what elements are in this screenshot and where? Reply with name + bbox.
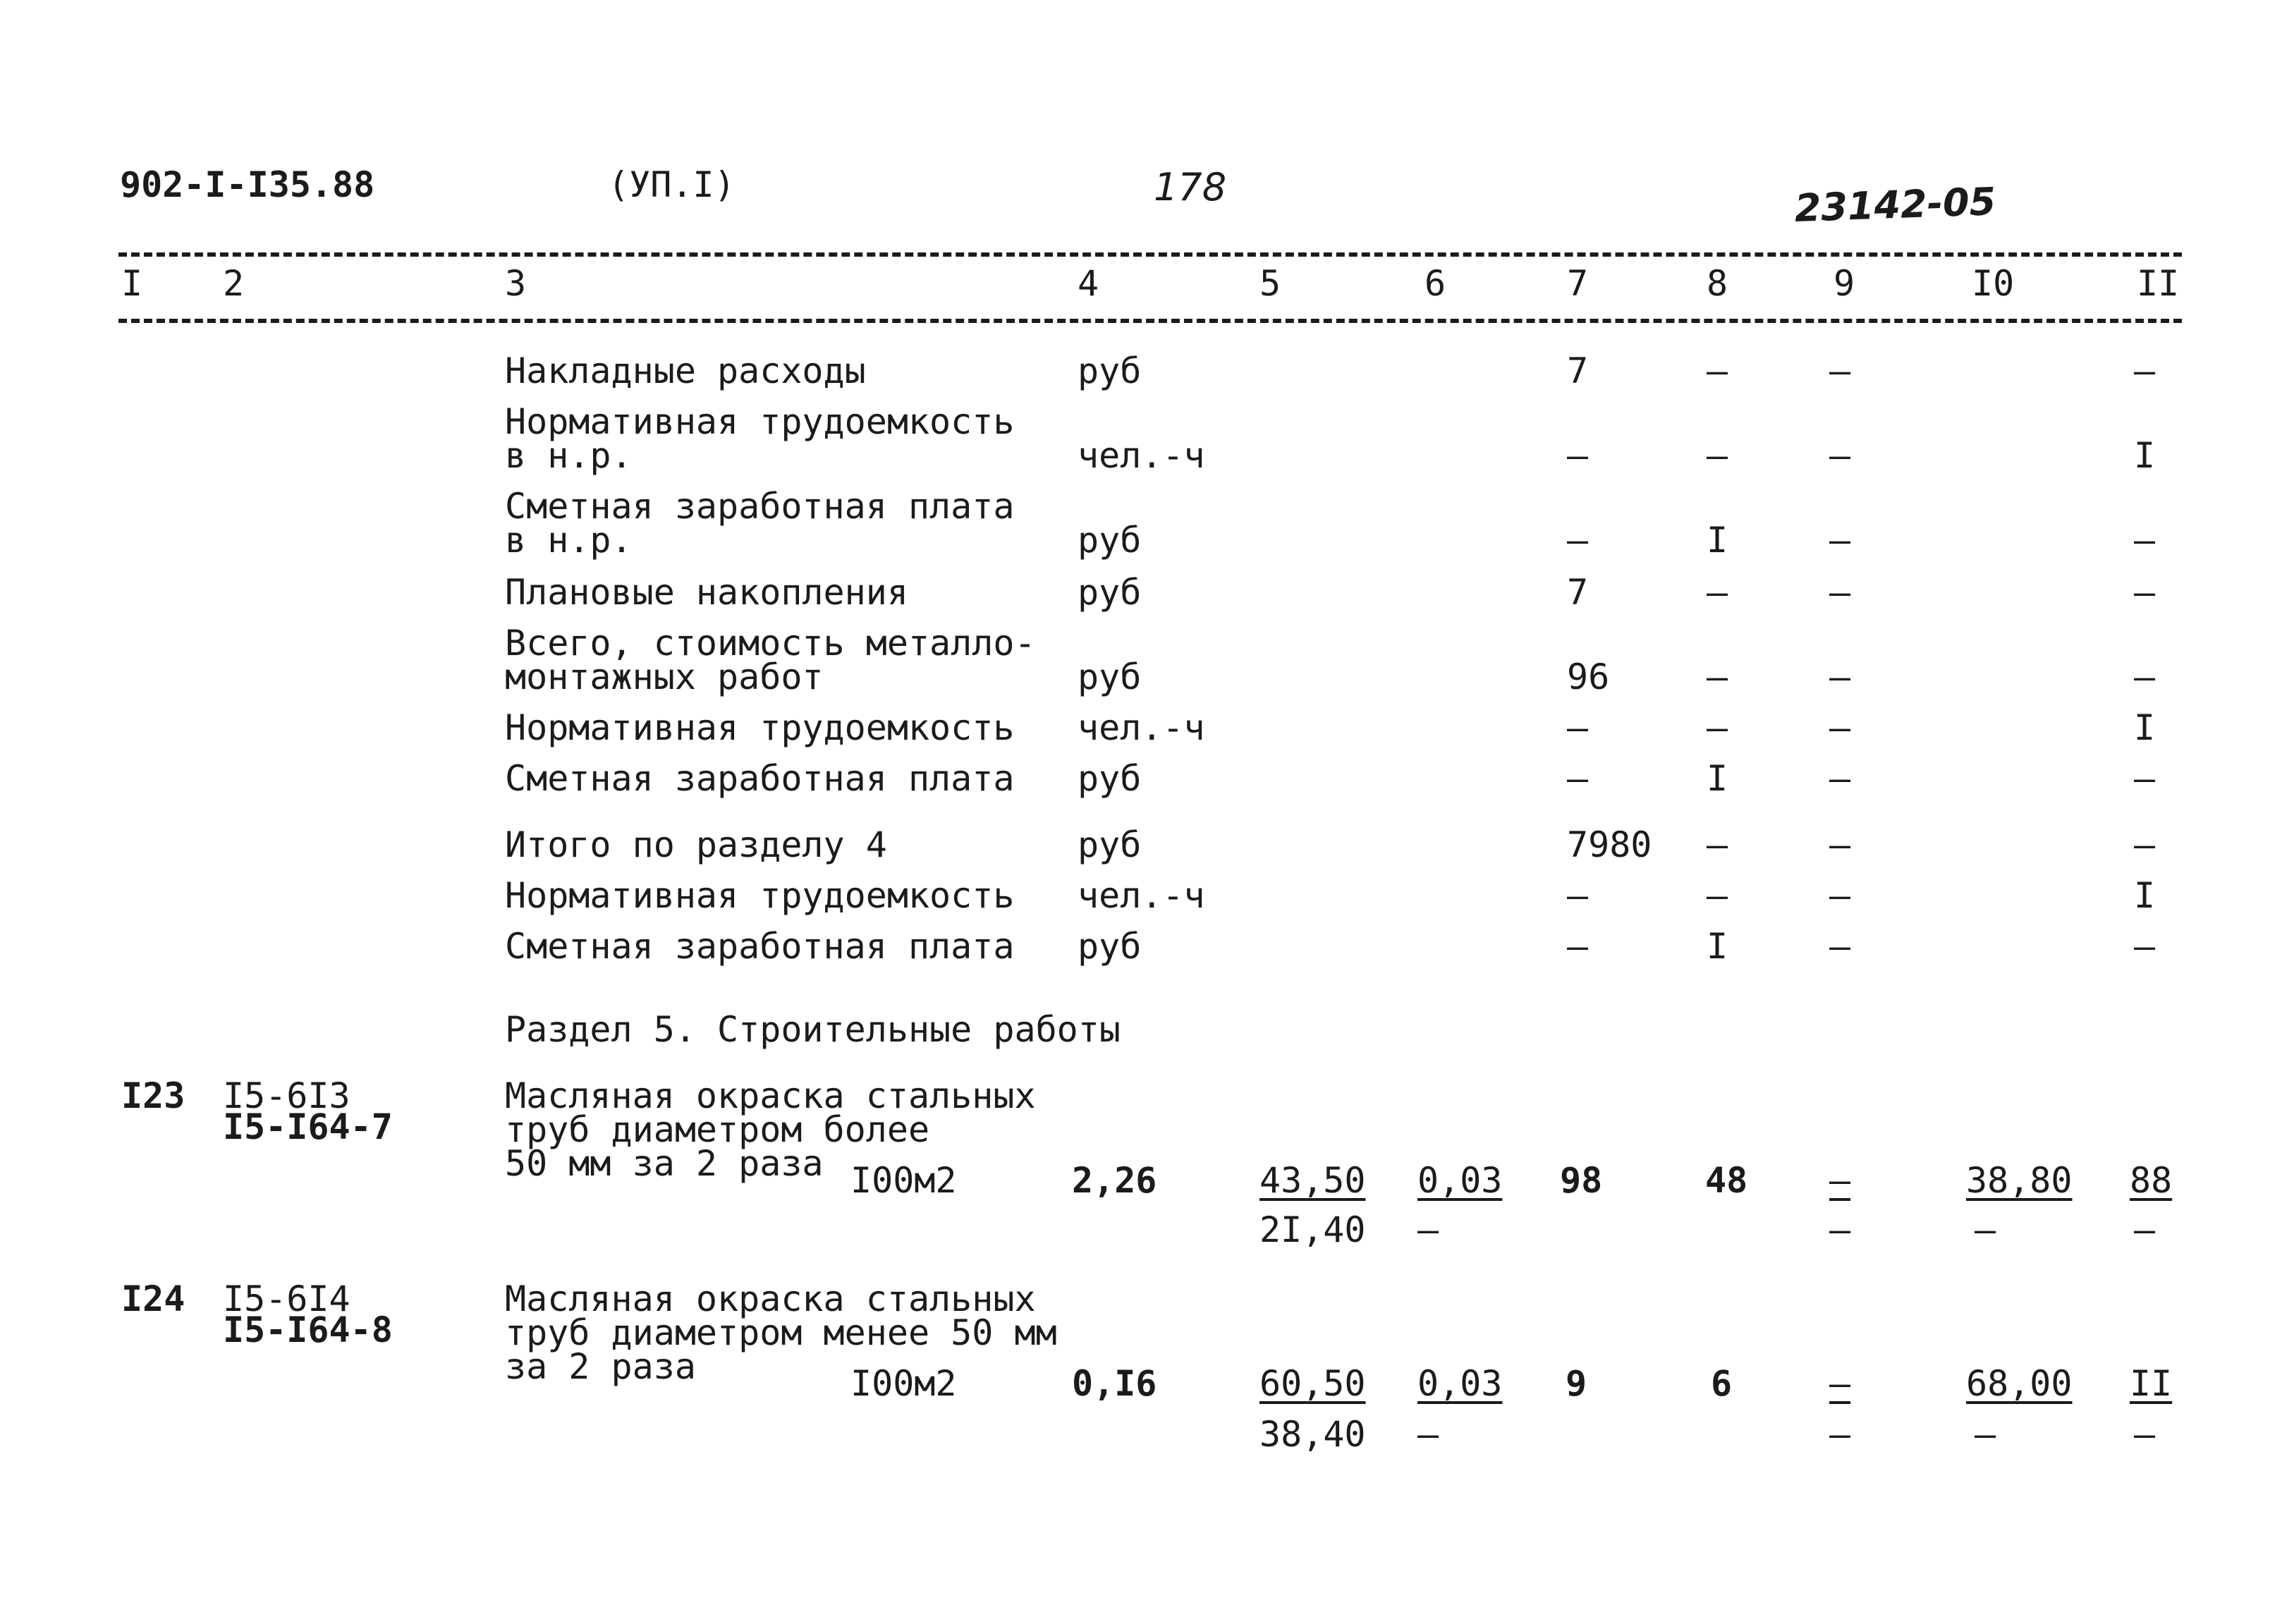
col-header-11: II [2137, 263, 2180, 304]
item-2-col9: – [1829, 1363, 1851, 1404]
item-2-col5-sub: 38,40 [1259, 1414, 1366, 1455]
album-number: (УП.I) [608, 164, 736, 205]
row-9-col7: – [1567, 875, 1589, 916]
header-rule-bottom [118, 319, 2182, 323]
col-header-8: 8 [1707, 263, 1728, 304]
row-3-name-line2: в н.р. [505, 520, 633, 561]
row-3-unit: руб [1078, 520, 1142, 561]
row-3-col7: – [1567, 520, 1589, 561]
item-1-code-1: I5-6I3 [223, 1075, 350, 1116]
item-1-col10: 38,80 [1966, 1160, 2073, 1201]
item-1-col9: – [1829, 1160, 1851, 1201]
row-2-name-line2: в н.р. [505, 435, 633, 476]
item-1-col10-sub: – [1975, 1209, 1996, 1250]
col-header-1: I [121, 263, 143, 304]
item-2-name-line2: труб диаметром менее 50 мм [505, 1312, 1057, 1353]
item-1-col6: 0,03 [1417, 1160, 1503, 1201]
row-4-col9: – [1829, 572, 1851, 613]
item-1-col11-sub: – [2134, 1209, 2156, 1250]
row-10-col9: – [1829, 926, 1851, 967]
item-2-col6: 0,03 [1417, 1363, 1503, 1404]
row-7-col11: – [2134, 758, 2156, 799]
col-header-10: I0 [1972, 263, 2015, 304]
item-2-quantity: 0,I6 [1072, 1363, 1157, 1404]
row-5-col8: – [1707, 657, 1728, 697]
row-1-name: Накладные расходы [505, 350, 866, 391]
row-8-name: Итого по разделу 4 [505, 824, 887, 865]
header-rule-top [118, 252, 2182, 257]
row-1-col8: – [1707, 350, 1728, 391]
item-1-col8: 48 [1705, 1160, 1748, 1201]
doc-code: 902-I-I35.88 [120, 164, 375, 205]
col-header-6: 6 [1424, 263, 1446, 304]
row-2-col9: – [1829, 435, 1851, 476]
row-4-col11: – [2134, 572, 2156, 613]
item-1-name-line2: труб диаметром более [505, 1109, 930, 1150]
item-2-col9-sub: – [1829, 1414, 1851, 1455]
row-8-col11: – [2134, 824, 2156, 865]
row-5-col7: 96 [1567, 657, 1610, 697]
col-header-2: 2 [223, 263, 245, 304]
item-1-col6-sub: – [1417, 1209, 1439, 1250]
row-2-col11: I [2134, 435, 2156, 476]
item-1-col5: 43,50 [1259, 1160, 1366, 1201]
row-6-col8: – [1707, 707, 1728, 748]
item-1-unit: I00м2 [850, 1160, 957, 1201]
item-1-col5-sub: 2I,40 [1259, 1209, 1366, 1250]
row-9-name: Нормативная трудоемкость [505, 875, 1015, 916]
item-2-col7: 9 [1566, 1363, 1587, 1404]
row-10-name: Сметная заработная плата [505, 926, 1015, 967]
row-2-name-line1: Нормативная трудоемкость [505, 401, 1015, 442]
row-8-col9: – [1829, 824, 1851, 865]
item-1-code-2: I5-I64-7 [223, 1106, 393, 1147]
item-2-col6-sub: – [1417, 1414, 1439, 1455]
row-1-col9: – [1829, 350, 1851, 391]
row-7-name: Сметная заработная плата [505, 758, 1015, 799]
item-2-col5: 60,50 [1259, 1363, 1366, 1404]
item-2-code-1: I5-6I4 [223, 1278, 350, 1319]
section-title: Раздел 5. Строительные работы [505, 1009, 1121, 1050]
item-2-col10: 68,00 [1966, 1363, 2073, 1404]
item-2-col10-sub: – [1975, 1414, 1996, 1455]
row-3-col11: – [2134, 520, 2156, 561]
row-9-col8: – [1707, 875, 1728, 916]
col-header-4: 4 [1078, 263, 1099, 304]
row-7-unit: руб [1078, 758, 1142, 799]
row-8-unit: руб [1078, 824, 1142, 865]
row-5-name-line1: Всего, стоимость металло- [505, 623, 1036, 664]
row-1-unit: руб [1078, 350, 1142, 391]
item-2-col8: 6 [1711, 1363, 1733, 1404]
row-4-col8: – [1707, 572, 1728, 613]
row-4-col7: 7 [1567, 572, 1589, 613]
row-10-col7: – [1567, 926, 1589, 967]
row-6-col9: – [1829, 707, 1851, 748]
row-2-col7: – [1567, 435, 1589, 476]
item-1-name-line1: Масляная окраска стальных [505, 1075, 1036, 1116]
row-8-col7: 7980 [1567, 824, 1652, 865]
row-2-col8: – [1707, 435, 1728, 476]
row-10-col11: – [2134, 926, 2156, 967]
row-6-name: Нормативная трудоемкость [505, 707, 1015, 748]
col-header-3: 3 [505, 263, 527, 304]
row-9-unit: чел.-ч [1078, 875, 1205, 916]
row-10-col8: I [1707, 926, 1728, 967]
item-2-name-line3: за 2 раза [505, 1346, 696, 1387]
row-4-unit: руб [1078, 572, 1142, 613]
row-5-col11: – [2134, 657, 2156, 697]
row-3-col8: I [1707, 520, 1728, 561]
row-1-col7: 7 [1567, 350, 1589, 391]
item-1-number: I23 [121, 1075, 185, 1116]
row-3-col9: – [1829, 520, 1851, 561]
col-header-7: 7 [1567, 263, 1589, 304]
item-1-col9-sub: – [1829, 1209, 1851, 1250]
row-7-col8: I [1707, 758, 1728, 799]
col-header-5: 5 [1259, 263, 1281, 304]
row-1-col11: – [2134, 350, 2156, 391]
row-3-name-line1: Сметная заработная плата [505, 486, 1015, 527]
row-10-unit: руб [1078, 926, 1142, 967]
item-2-col11: II [2130, 1363, 2173, 1404]
item-2-col11-sub: – [2134, 1414, 2156, 1455]
row-9-col9: – [1829, 875, 1851, 916]
page-number: 178 [1154, 165, 1227, 209]
item-2-name-line1: Масляная окраска стальных [505, 1278, 1036, 1319]
item-2-code-2: I5-I64-8 [223, 1309, 393, 1350]
row-6-col11: I [2134, 707, 2156, 748]
row-4-name: Плановые накопления [505, 572, 908, 613]
row-6-unit: чел.-ч [1078, 707, 1205, 748]
row-7-col9: – [1829, 758, 1851, 799]
item-2-number: I24 [121, 1278, 185, 1319]
item-1-col7: 98 [1560, 1160, 1603, 1201]
item-1-name-line3: 50 мм за 2 раза [505, 1143, 824, 1184]
row-6-col7: – [1567, 707, 1589, 748]
item-2-unit: I00м2 [850, 1363, 957, 1404]
row-7-col7: – [1567, 758, 1589, 799]
item-1-quantity: 2,26 [1072, 1160, 1157, 1201]
row-5-unit: руб [1078, 657, 1142, 697]
row-9-col11: I [2134, 875, 2156, 916]
row-5-name-line2: монтажных работ [505, 657, 824, 697]
row-2-unit: чел.-ч [1078, 435, 1205, 476]
row-8-col8: – [1707, 824, 1728, 865]
row-5-col9: – [1829, 657, 1851, 697]
col-header-9: 9 [1833, 263, 1855, 304]
archive-number: 23142-05 [1793, 179, 1997, 231]
item-1-col11: 88 [2130, 1160, 2173, 1201]
